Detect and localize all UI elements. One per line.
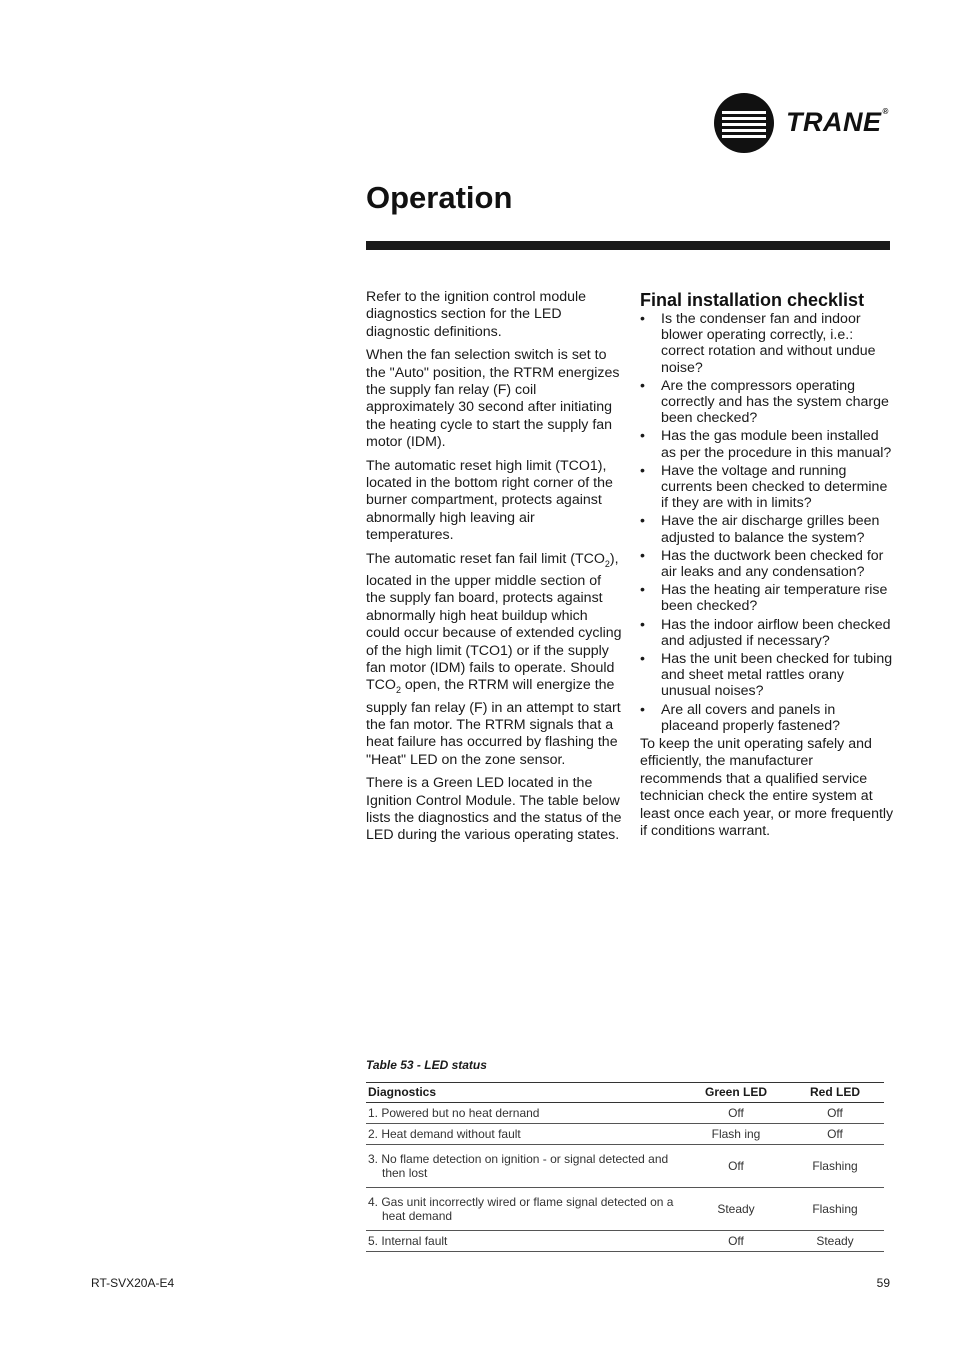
checklist-item: • Has the unit been checked for tubing and sheet metal rattles orany unusual noises? [640,651,893,700]
title-rule [366,241,890,250]
table-cell: 2. Heat demand without fault [368,1127,521,1141]
table-cell: Steady [686,1188,786,1231]
checklist-item: • Has the indoor airflow been checked and adjusted if necessary? [640,616,891,649]
paragraph: Refer to the ignition control module diagnostics section for the LED diagnostic definitions. [366,289,587,340]
table-row [366,1103,884,1124]
table-cell: Flashing [786,1145,884,1188]
checklist-item: • Are the compressors operating correctly and has the system charge been checked? [640,377,889,427]
trane-logo [714,93,894,155]
table-cell: Steady [786,1231,884,1252]
table-cell: Off [686,1231,786,1252]
checklist-item: • Has the gas module been installed as per the procedure in this manual? [640,428,892,461]
table-cell: Off [686,1145,786,1188]
table-caption: Table 53 - LED status [366,1058,487,1072]
column-header: Green LED [686,1083,786,1103]
paragraph: The automatic reset high limit (TCO1), located in the bottom right corner of the burner compartment, protects against abnormally high leaving air temperatures. [366,457,613,544]
checklist-item: • Is the condenser fan and indoor blower operating correctly, i.e.: correct rotation and without undue noise? [640,311,876,376]
page-title: Operation [366,180,513,215]
checklist [640,311,896,734]
left-column [366,289,622,851]
table-row [366,1145,884,1188]
table-row [366,1124,884,1145]
table-cell: Off [786,1103,884,1124]
checklist-item: • Have the air discharge grilles been adjusted to balance the system? [640,513,880,546]
paragraph: When the fan selection switch is set to the "Auto" position, the RTRM energizes the supply fan relay (F) coil approximately 30 second after initiating the heating cycle to start the supply fan motor (IDM). [366,347,620,451]
checklist-section [640,289,896,841]
trane-logo-circle-icon [714,93,774,153]
table-header-row [366,1083,884,1103]
logo-wordmark: TRANE® [786,107,889,137]
closing-paragraph: To keep the unit operating safely and efficiently, the manufacturer recommends that a qualified service technician check the entire system at least once each year, or more frequently if conditions warrant. [640,736,894,840]
paragraph-tco2: The automatic reset fan fail limit $(TCO_2)$, located in the upper middle section of the supply fan board, protects against abnormally high heat buildup which could occur because of extended cycling of the high limit (TCO1) or if the supply fan motor (IDM) fails to operate. Should $TCO_2$ open, the RTRM will energize the supply fan relay (F) in an attempt to start the fan motor. The RTRM signals that a heat failure has occurred by flashing the "Heat" LED on the zone sensor. [366,550,622,768]
document-code: RT-SVX20A-E4 [91,1276,175,1290]
checklist-heading: Final installation checklist [640,290,865,310]
column-header: Diagnostics [366,1083,686,1103]
table-cell: 4. Gas unit incorrectly wired or flame signal detected on a heat demand [368,1195,674,1223]
table-cell: 1. Powered but no heat dernand [368,1106,540,1120]
table-cell: 5. Internal fault [368,1234,448,1248]
checklist-item: • Are all covers and panels in placeand properly fastened? [640,701,841,734]
checklist-item: • Has the heating air temperature rise been checked? [640,582,888,615]
table-cell: Off [686,1103,786,1124]
checklist-item: • Have the voltage and running currents been checked to determine if they are with in limits? [640,462,888,512]
column-header: Red LED [786,1083,884,1103]
page-number: 59 [876,1276,890,1290]
table-row [366,1231,884,1252]
table-cell: 3. No flame detection on ignition - or signal detected and then lost [368,1152,669,1180]
table-row [366,1188,884,1231]
table-cell: Flashing [786,1188,884,1231]
checklist-item: • Has the ductwork been checked for air leaks and any condensation? [640,547,884,581]
led-status-table [366,1082,884,1252]
paragraph: There is a Green LED located in the Ignition Control Module. The table below lists the diagnostics and the status of the LED during the various operating states. [366,775,622,844]
table-cell: Off [786,1124,884,1145]
table-cell: Flash ing [686,1124,786,1145]
